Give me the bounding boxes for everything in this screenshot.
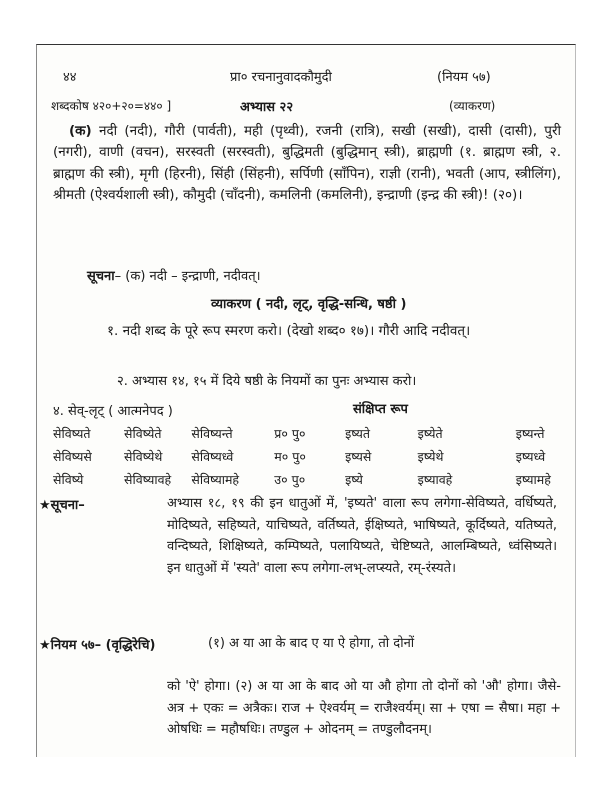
note-two-label: ★सूचना– <box>39 498 85 513</box>
book-title: प्रा० रचनानुवादकौमुदी <box>230 70 332 85</box>
table-cell: इष्येथे <box>417 449 444 464</box>
vocab-text: नदी (नदी), गौरी (पार्वती), मही (पृथ्वी), रजनी (रात्रि), सखी (सखी), दासी (दासी), पुरी (नगरी), वाणी (वचन), सरस्वती (सरस्वती), बुद्धिमती (बुद्धिमान् स्त्री), ब्राह्मणी (१. ब्राह्मण स्त्री, २. ब्राह्मण की स्त्री), मृगी (हिरनी), सिंही (सिंहनी), सर्पिणी (साँपिन), राज्ञी (रानी), भवती (आप, स्त्रीलिंग), श्रीमती (ऐश्वर्यशाली स्त्री), कौमुदी (चाँदनी), कमलिनी (कमलिनी), इन्द्राणी (इन्द्र की स्त्री)! (२०)। <box>53 123 561 203</box>
table-cell: सेविष्यावहे <box>124 472 172 487</box>
table-cell: सेविष्यसे <box>53 449 92 464</box>
vocab-label: (क) <box>69 123 92 139</box>
table-cell: सेविष्ये <box>53 472 84 487</box>
conjugation-table <box>53 422 575 491</box>
table-cell: इष्यन्ते <box>515 426 545 441</box>
table-cell: इष्यसे <box>345 449 372 464</box>
note-one <box>87 266 261 284</box>
rule-57-text: को 'ऐ' होगा। (२) अ या आ के बाद ओ या औ होगा तो दोनों को 'औ' होगा। जैसे-अत्र + एकः = अत्रैकः। राज + ऐश्वर्यम् = राजैश्वर्यम्। सा + एषा = सैषा। महा + ओषधिः = महौषधिः। तण्डुल + ओदनम् = तण्डुलौदनम्। <box>167 679 561 737</box>
rule-57-label: ★नियम ५७– (वृद्धिरेचि) <box>39 638 156 653</box>
table-row <box>53 445 575 468</box>
table-cell: इष्यते <box>345 426 371 441</box>
table-cell: सेविष्यामहे <box>191 472 240 487</box>
grammar-note-1: १. नदी शब्द के पूरे रूप स्मरण करो। (देखो शब्द० १७)। गौरी आदि नदीवत्। <box>107 323 471 339</box>
table-cell: सेविष्येते <box>124 426 162 441</box>
table-cell: इष्येते <box>417 426 443 441</box>
section-label: (व्याकरण) <box>449 99 496 113</box>
table-row <box>53 468 575 491</box>
note-two-text: अभ्यास १८, १९ की इन धातुओं में, 'इष्यते' वाला रूप लगेगा-सेविष्यते, वर्धिष्यते, मोदिष्यते, सहिष्यते, याचिष्यते, वर्तिष्यते, ईक्षिष्यते, भाषिष्यते, कूर्दिष्यते, यतिष्यते, वन्दिष्यते, शिक्षिष्यते, कम्पिष्यते, पलायिष्यते, चेष्टिष्यते, आलम्बिष्यते, ध्वंसिष्यते। इन धातुओं में 'स्यते' वाला रूप लगेगा-लभ्-लप्स्यते, रम्-रंस्यते। <box>167 496 557 576</box>
table-cell: इष्यध्वे <box>515 449 546 464</box>
exercise-title: अभ्यास २२ <box>240 100 294 115</box>
table-cell: सेविष्यन्ते <box>191 426 233 441</box>
book-page <box>36 44 576 757</box>
table-cell: म० पु० <box>274 449 306 464</box>
rule-57-first-line: (१) अ या आ के बाद ए या ऐ होगा, तो दोनों <box>208 636 415 651</box>
vocab-count: शब्दकोष ४२०+२०=४४० ] <box>51 99 172 113</box>
note-one-text: – (क) नदी – इन्द्राणी, नदीवत्। <box>114 269 261 284</box>
grammar-note-2: २. अभ्यास १४, १५ में दिये षष्ठी के नियमों का पुनः अभ्यास करो। <box>117 374 417 389</box>
conjugation-title: ४. सेव्-लृट् ( आत्मनेपद ) <box>53 404 173 419</box>
table-cell: इष्ये <box>345 472 363 487</box>
table-cell: उ० पु० <box>274 472 306 487</box>
rule-reference: (नियम ५७) <box>437 70 491 85</box>
page-number: ४४ <box>63 70 77 85</box>
table-cell: सेविष्यते <box>53 426 91 441</box>
table-cell: सेविष्येथे <box>124 449 163 464</box>
grammar-heading: व्याकरण ( नदी, लृट्, वृद्धि-सन्धि, षष्ठी ) <box>211 297 407 312</box>
table-cell: इष्यावहे <box>417 472 453 487</box>
table-row <box>53 422 575 445</box>
note-one-label: सूचना <box>87 269 115 284</box>
table-cell: प्र० पु० <box>274 426 306 441</box>
table-cell: सेविष्यध्वे <box>191 449 234 464</box>
short-forms-title: संक्षिप्त रूप <box>353 402 408 417</box>
vocabulary-paragraph <box>53 121 561 206</box>
table-cell: इष्यामहे <box>515 472 551 487</box>
